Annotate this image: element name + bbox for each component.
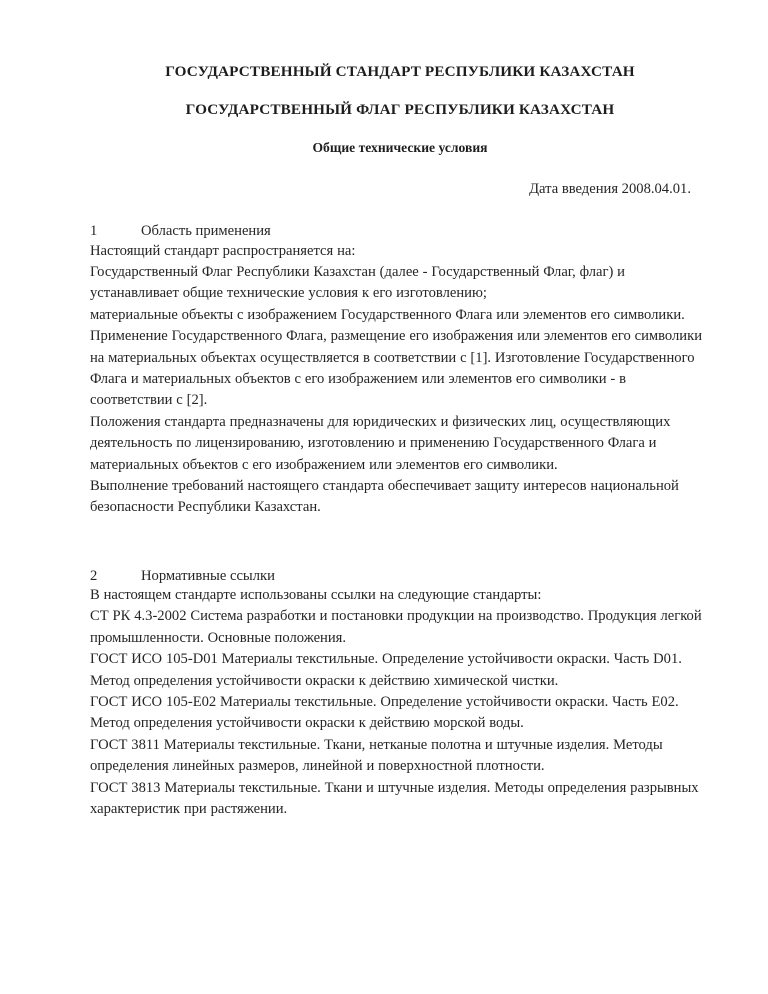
section-1-paragraph-3: материальные объекты с изображением Государственного Флага или элементов его символики. [90, 306, 685, 323]
section-2-paragraph-3: ГОСТ ИСО 105-D01 Материалы текстильные. Определение устойчивости окраски. Часть D01. Метод определения устойчивости окраски к действию химической чистки. [90, 651, 682, 689]
section-title-1: Область применения [141, 223, 271, 240]
section-1-paragraph-6: Выполнение требований настоящего стандарта обеспечивает защиту интересов национальной безопасности Республики Казахстан. [90, 477, 679, 516]
section-1-paragraph-5: Положения стандарта предназначены для юридических и физических лиц, осуществляющих деятельность по лицензированию, изготовлению и применению Государственного Флага и материальных объектов с его изображением или элементов его символики. [90, 413, 671, 473]
document-subtitle: Общие технические условия [312, 140, 488, 156]
section-2-paragraph-5: ГОСТ 3811 Материалы текстильные. Ткани, нетканые полотна и штучные изделия. Методы определения линейных размеров, линейной и поверхностной плотности. [90, 736, 663, 775]
section-1-paragraph-4: Применение Государственного Флага, размещение его изображения или элементов его символики на материальных объектах осуществляется в соответствии с [1]. Изготовление Государственного Флага и материальных объектов с его изображением или элементов его символики - в соответствии с [2]. [90, 328, 703, 409]
document-title-line-2: ГОСУДАРСТВЕННЫЙ ФЛАГ РЕСПУБЛИКИ КАЗАХСТАН [185, 101, 615, 119]
section-2-paragraph-1: В настоящем стандарте использованы ссылки на следующие стандарты: [90, 587, 542, 604]
document-title-line-1: ГОСУДАРСТВЕННЫЙ СТАНДАРТ РЕСПУБЛИКИ КАЗАХСТАН [165, 63, 635, 80]
section-1-paragraph-2: Государственный Флаг Республики Казахстан (далее - Государственный Флаг, флаг) и устанавливает общие технические условия к его изготовлению; [90, 263, 625, 302]
section-2-paragraph-4: ГОСТ ИСО 105-E02 Материалы текстильные. Определение устойчивости окраски. Часть E02. Метод определения устойчивости окраски к действию морской воды. [90, 694, 679, 732]
section-heading-2 [90, 567, 710, 585]
introduction-date: Дата введения 2008.04.01. [529, 180, 691, 197]
section-title-2: Нормативные ссылки [141, 567, 275, 584]
section-number-1: 1 [90, 223, 98, 240]
document-content [90, 0, 710, 821]
section-2-paragraph-2: СТ РК 4.3-2002 Система разработки и постановки продукции на производство. Продукция легкой промышленности. Основные положения. [90, 608, 702, 646]
section-1-paragraph-1: Настоящий стандарт распространяется на: [90, 242, 356, 259]
section-heading-1 [90, 222, 710, 240]
section-number-2: 2 [90, 567, 98, 584]
section-2-paragraph-6: ГОСТ 3813 Материалы текстильные. Ткани и штучные изделия. Методы определения разрывных характеристик при растяжении. [90, 779, 699, 818]
